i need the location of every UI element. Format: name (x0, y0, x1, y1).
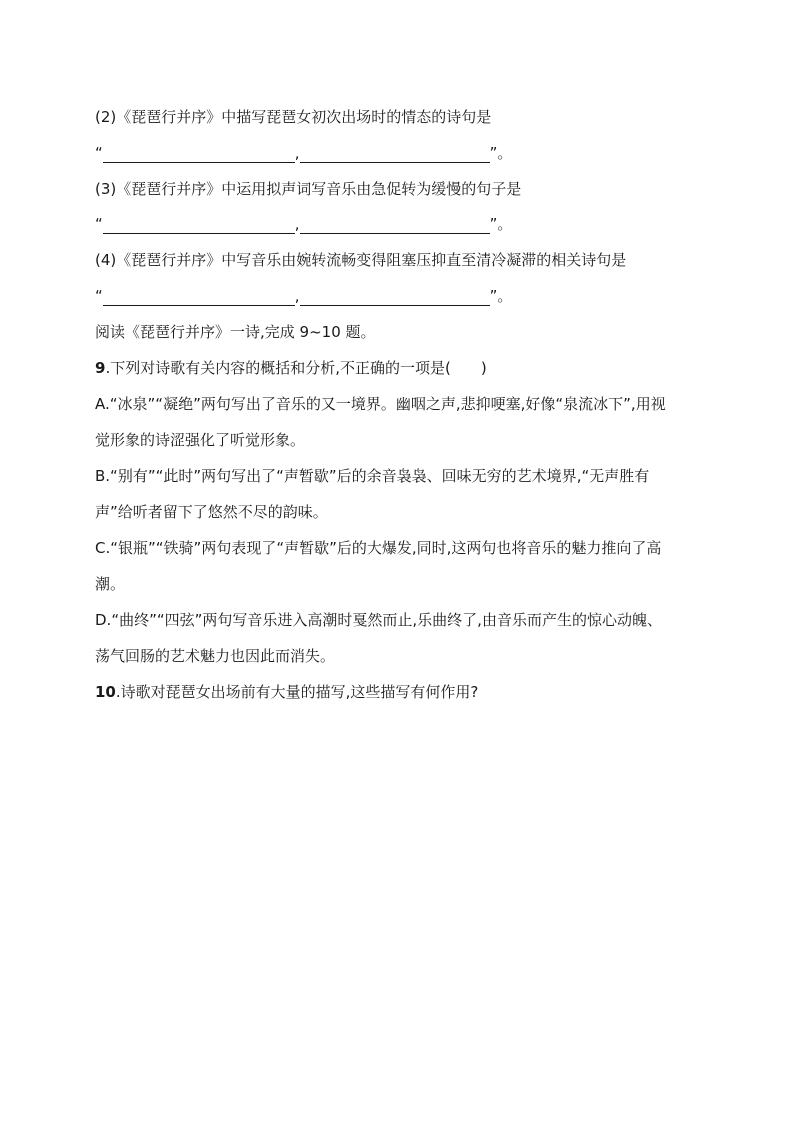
question-text: .下列对诗歌有关内容的概括和分析,不正确的一项是( ) (105, 359, 487, 377)
sub-question-text: 《琵琶行并序》中运用拟声词写音乐由急促转为缓慢的句子是 (116, 180, 522, 198)
option-d-line1: D.“曲终”“四弦”两句写音乐进入高潮时戛然而止,乐曲终了,由音乐而产生的惊心动魄、 (95, 611, 662, 629)
option-a-line2: 觉形象的诗涩强化了听觉形象。 (95, 431, 306, 449)
question-text: .诗歌对琵琶女出场前有大量的描写,这些描写有何作用? (115, 683, 479, 701)
answer-blank-row-4: “ , ”。 (95, 287, 513, 305)
sub-question-number: (2) (95, 108, 117, 126)
option-a-line1: A.“冰泉”“凝绝”两句写出了音乐的又一境界。幽咽之声,悲抑哽塞,好像“泉流冰下”,用视 (95, 395, 666, 413)
option-c-line1: C.“银瓶”“铁骑”两句表现了“声暂歇”后的大爆发,同时,这两句也将音乐的魅力推向了高 (95, 539, 662, 557)
answer-blank[interactable] (300, 290, 490, 306)
question-number: 9 (95, 359, 106, 377)
question-10 (95, 682, 478, 702)
question-9 (95, 358, 487, 378)
option-d-line2: 荡气回肠的艺术魅力也因此而消失。 (95, 647, 336, 665)
sub-question-2 (95, 107, 491, 127)
option-c-line2: 潮。 (95, 575, 126, 593)
answer-blank-row-3: “ , ”。 (95, 215, 513, 233)
reading-instruction: 阅读《琵琶行并序》一诗,完成 9~10 题。 (95, 323, 376, 341)
answer-blank-row-2: “ , ”。 (95, 144, 513, 162)
answer-blank[interactable] (103, 147, 295, 163)
sub-question-number: (4) (95, 251, 117, 269)
question-number: 10 (95, 683, 116, 701)
answer-blank[interactable] (300, 147, 490, 163)
option-b-line1: B.“别有”“此时”两句写出了“声暂歇”后的余音袅袅、回味无穷的艺术境界,“无声胜有 (95, 467, 650, 485)
option-b-line2: 声”给听者留下了悠然不尽的韵味。 (95, 503, 328, 521)
answer-blank[interactable] (103, 290, 295, 306)
sub-question-3 (95, 179, 521, 199)
answer-blank[interactable] (300, 218, 490, 234)
answer-blank[interactable] (103, 218, 295, 234)
sub-question-text: 《琵琶行并序》中写音乐由婉转流畅变得阻塞压抑直至清冷凝滞的相关诗句是 (116, 251, 627, 269)
sub-question-number: (3) (95, 180, 117, 198)
sub-question-text: 《琵琶行并序》中描写琵琶女初次出场时的情态的诗句是 (116, 108, 492, 126)
sub-question-4 (95, 250, 626, 270)
